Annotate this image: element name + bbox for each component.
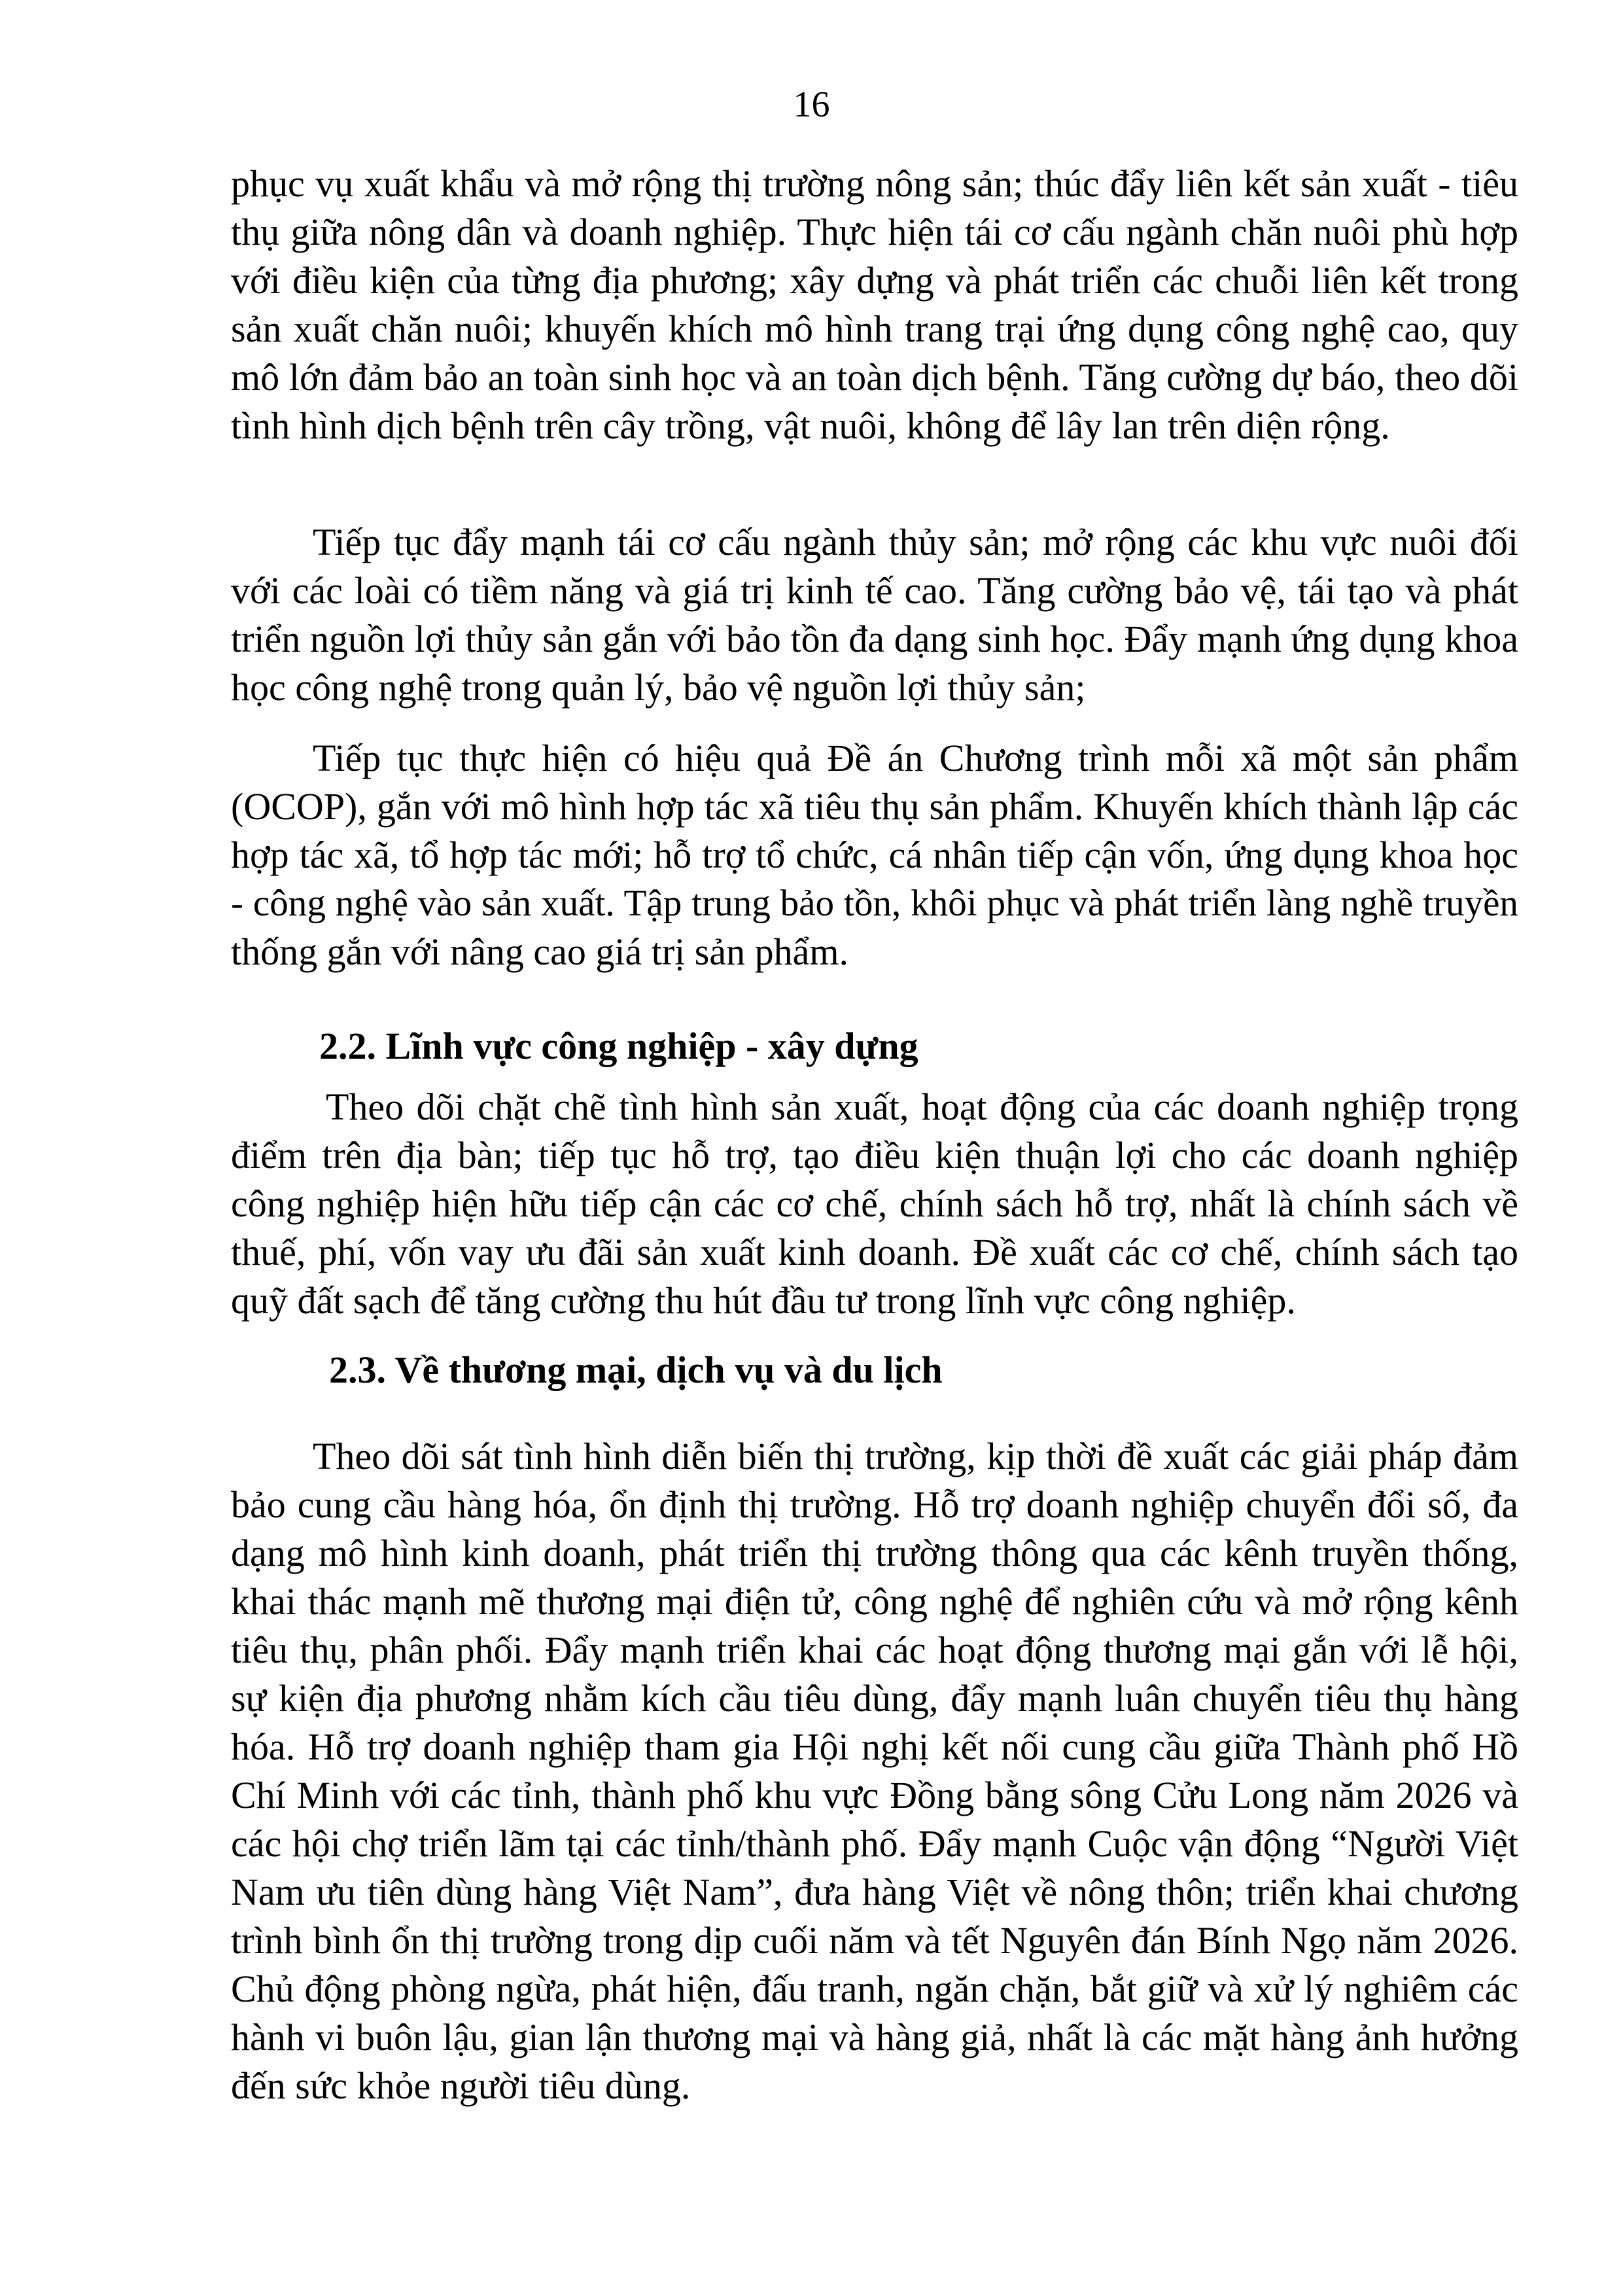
text-line: quỹ đất sạch để tăng cường thu hút đầu tư trong lĩnh vực công nghiệp. — [231, 1279, 1296, 1322]
text-line: Theo dõi chặt chẽ tình hình sản xuất, hoạt động của các doanh nghiệp trọng — [326, 1086, 1518, 1128]
text-line: với điều kiện của từng địa phương; xây dựng và phát triển các chuỗi liên kết trong — [231, 259, 1518, 302]
text-line: bảo cung cầu hàng hóa, ổn định thị trường. Hỗ trợ doanh nghiệp chuyển đổi số, đa — [231, 1483, 1518, 1526]
page-number: 16 — [793, 84, 830, 125]
paragraph-industry — [231, 1083, 1518, 1325]
text-line: Chủ động phòng ngừa, phát hiện, đấu tranh, ngăn chặn, bắt giữ và xử lý nghiêm các — [231, 1968, 1518, 2010]
text-line: Tiếp tục thực hiện có hiệu quả Đề án Chương trình mỗi xã một sản phẩm — [313, 737, 1518, 779]
text-line: Chí Minh với các tỉnh, thành phố khu vực Đồng bằng sông Cửu Long năm 2026 và — [231, 1774, 1518, 1816]
text-line: sản xuất chăn nuôi; khuyến khích mô hình trang trại ứng dụng công nghệ cao, quy — [231, 308, 1518, 350]
paragraph-ocop — [231, 734, 1518, 976]
text-line: hành vi buôn lậu, gian lận thương mại và hàng giả, nhất là các mặt hàng ảnh hưởng — [231, 2016, 1518, 2058]
text-line: điểm trên địa bàn; tiếp tục hỗ trợ, tạo điều kiện thuận lợi cho các doanh nghiệp — [231, 1134, 1518, 1176]
text-line: hợp tác xã, tổ hợp tác mới; hỗ trợ tổ chức, cá nhân tiếp cận vốn, ứng dụng khoa học — [231, 834, 1518, 876]
text-line: trình bình ổn thị trường trong dịp cuối năm và tết Nguyên đán Bính Ngọ năm 2026. — [231, 1919, 1518, 1962]
text-line: phục vụ xuất khẩu và mở rộng thị trường nông sản; thúc đẩy liên kết sản xuất - tiêu — [231, 162, 1518, 205]
text-line: tình hình dịch bệnh trên cây trồng, vật nuôi, không để lây lan trên diện rộng. — [231, 404, 1390, 447]
text-line: mô lớn đảm bảo an toàn sinh học và an toàn dịch bệnh. Tăng cường dự báo, theo dõi — [231, 356, 1518, 398]
text-line: Tiếp tục đẩy mạnh tái cơ cấu ngành thủy sản; mở rộng các khu vực nuôi đối — [313, 521, 1518, 563]
text-line: thuế, phí, vốn vay ưu đãi sản xuất kinh doanh. Đề xuất các cơ chế, chính sách tạo — [231, 1231, 1518, 1273]
paragraph-trade — [231, 1432, 1518, 2110]
text-line: Nam ưu tiên dùng hàng Việt Nam”, đưa hàng Việt về nông thôn; triển khai chương — [231, 1871, 1518, 1913]
paragraph-agriculture — [231, 160, 1518, 450]
text-line: Theo dõi sát tình hình diễn biến thị trường, kịp thời đề xuất các giải pháp đảm — [313, 1435, 1518, 1477]
paragraph-fisheries — [231, 518, 1518, 712]
text-line: đến sức khỏe người tiêu dùng. — [231, 2064, 691, 2107]
text-line: thụ giữa nông dân và doanh nghiệp. Thực hiện tái cơ cấu ngành chăn nuôi phù hợp — [231, 211, 1518, 253]
text-line: sự kiện địa phương nhằm kích cầu tiêu dùng, đẩy mạnh luân chuyển tiêu thụ hàng — [231, 1677, 1518, 1720]
text-line: tiêu thụ, phân phối. Đẩy mạnh triển khai các hoạt động thương mại gắn với lễ hội, — [231, 1629, 1518, 1671]
text-line: học công nghệ trong quản lý, bảo vệ nguồn lợi thủy sản; — [231, 666, 1086, 709]
text-line: thống gắn với nâng cao giá trị sản phẩm. — [231, 930, 848, 973]
section-heading-2-3: 2.3. Về thương mại, dịch vụ và du lịch — [329, 1349, 943, 1391]
text-line: công nghiệp hiện hữu tiếp cận các cơ chế, chính sách hỗ trợ, nhất là chính sách về — [231, 1182, 1518, 1225]
text-line: các hội chợ triển lãm tại các tỉnh/thành phố. Đẩy mạnh Cuộc vận động “Người Việt — [231, 1822, 1518, 1865]
text-line: khai thác mạnh mẽ thương mại điện tử, công nghệ để nghiên cứu và mở rộng kênh — [231, 1580, 1518, 1623]
section-heading-2-2: 2.2. Lĩnh vực công nghiệp - xây dựng — [319, 1025, 918, 1067]
text-line: (OCOP), gắn với mô hình hợp tác xã tiêu thụ sản phẩm. Khuyến khích thành lập các — [231, 785, 1518, 828]
text-line: hóa. Hỗ trợ doanh nghiệp tham gia Hội nghị kết nối cung cầu giữa Thành phố Hồ — [231, 1725, 1518, 1768]
text-line: - công nghệ vào sản xuất. Tập trung bảo tồn, khôi phục và phát triển làng nghề truyền — [231, 883, 1518, 924]
text-line: dạng mô hình kinh doanh, phát triển thị trường thông qua các kênh truyền thống, — [231, 1532, 1518, 1574]
text-line: với các loài có tiềm năng và giá trị kinh tế cao. Tăng cường bảo vệ, tái tạo và phát — [231, 569, 1518, 612]
text-line: triển nguồn lợi thủy sản gắn với bảo tồn đa dạng sinh học. Đẩy mạnh ứng dụng khoa — [231, 618, 1518, 660]
